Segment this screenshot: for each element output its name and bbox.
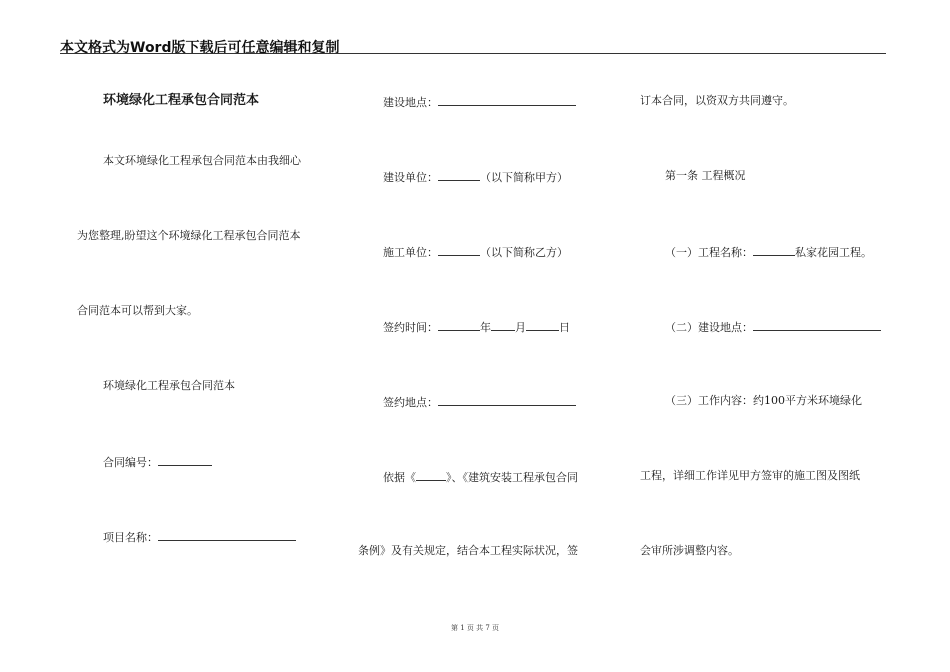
intro-line-3: 合同范本可以帮到大家。 bbox=[77, 304, 198, 317]
month-label: 月 bbox=[515, 321, 526, 334]
project-name-row bbox=[103, 529, 296, 545]
intro-line-1: 本文环境绿化工程承包合同范本由我细心 bbox=[103, 154, 301, 167]
contract-number-row bbox=[103, 454, 212, 470]
document-title: 环境绿化工程承包合同范本 bbox=[103, 93, 260, 108]
build-unit-blank bbox=[438, 169, 480, 181]
build-location-blank bbox=[438, 94, 576, 106]
item-1-row bbox=[665, 244, 872, 260]
construction-unit-blank bbox=[438, 244, 480, 256]
construction-unit-label: 施工单位： bbox=[383, 246, 438, 259]
basis-prefix: 依据《 bbox=[383, 471, 416, 484]
construction-unit-row bbox=[383, 244, 568, 260]
contract-number-blank bbox=[158, 454, 212, 466]
document-header: 本文格式为Word版下载后可任意编辑和复制 bbox=[60, 40, 340, 56]
item-3-continued-1: 工程，详细工作详见甲方签审的施工图及图纸 bbox=[640, 469, 860, 482]
article-1-heading: 第一条 工程概况 bbox=[665, 169, 746, 182]
sign-time-label: 签约时间： bbox=[383, 321, 438, 334]
contract-subtitle: 环境绿化工程承包合同范本 bbox=[103, 379, 235, 392]
build-location-row bbox=[383, 94, 576, 110]
year-label: 年 bbox=[480, 321, 491, 334]
item-1-blank bbox=[753, 244, 795, 256]
page-number: 第 1 页 共 7 页 bbox=[450, 624, 500, 632]
sign-location-row bbox=[383, 394, 576, 410]
item-2-blank bbox=[753, 319, 881, 331]
sign-location-label: 签约地点： bbox=[383, 396, 438, 409]
sign-time-row bbox=[383, 319, 570, 335]
regulation-line: 条例》及有关规定，结合本工程实际状况，签 bbox=[358, 544, 578, 557]
item-1-suffix: 私家花园工程。 bbox=[795, 246, 872, 259]
item-3-line: （三）工作内容：约100平方米环境绿化 bbox=[665, 394, 862, 407]
basis-row bbox=[383, 469, 578, 485]
day-blank bbox=[526, 319, 559, 331]
build-unit-suffix: （以下简称甲方） bbox=[480, 171, 568, 184]
day-label: 日 bbox=[559, 321, 570, 334]
item-2-label: （二）建设地点： bbox=[665, 321, 753, 334]
basis-suffix: 》、《建筑安装工程承包合同 bbox=[446, 471, 578, 484]
intro-line-2: 为您整理,盼望这个环境绿化工程承包合同范本 bbox=[77, 229, 301, 242]
project-name-label: 项目名称： bbox=[103, 531, 158, 544]
sign-location-blank bbox=[438, 394, 576, 406]
build-unit-label: 建设单位： bbox=[383, 171, 438, 184]
month-blank bbox=[491, 319, 515, 331]
build-unit-row bbox=[383, 169, 568, 185]
build-location-label: 建设地点： bbox=[383, 96, 438, 109]
construction-unit-suffix: （以下简称乙方） bbox=[480, 246, 568, 259]
project-name-blank bbox=[158, 529, 296, 541]
item-2-row bbox=[665, 319, 881, 335]
agreement-line: 订本合同，以资双方共同遵守。 bbox=[640, 94, 794, 107]
contract-number-label: 合同编号： bbox=[103, 456, 158, 469]
item-1-label: （一）工程名称： bbox=[665, 246, 753, 259]
year-blank bbox=[438, 319, 480, 331]
basis-blank bbox=[416, 469, 446, 481]
header-divider bbox=[60, 53, 886, 54]
item-3-continued-2: 会审所涉调整内容。 bbox=[640, 544, 739, 557]
